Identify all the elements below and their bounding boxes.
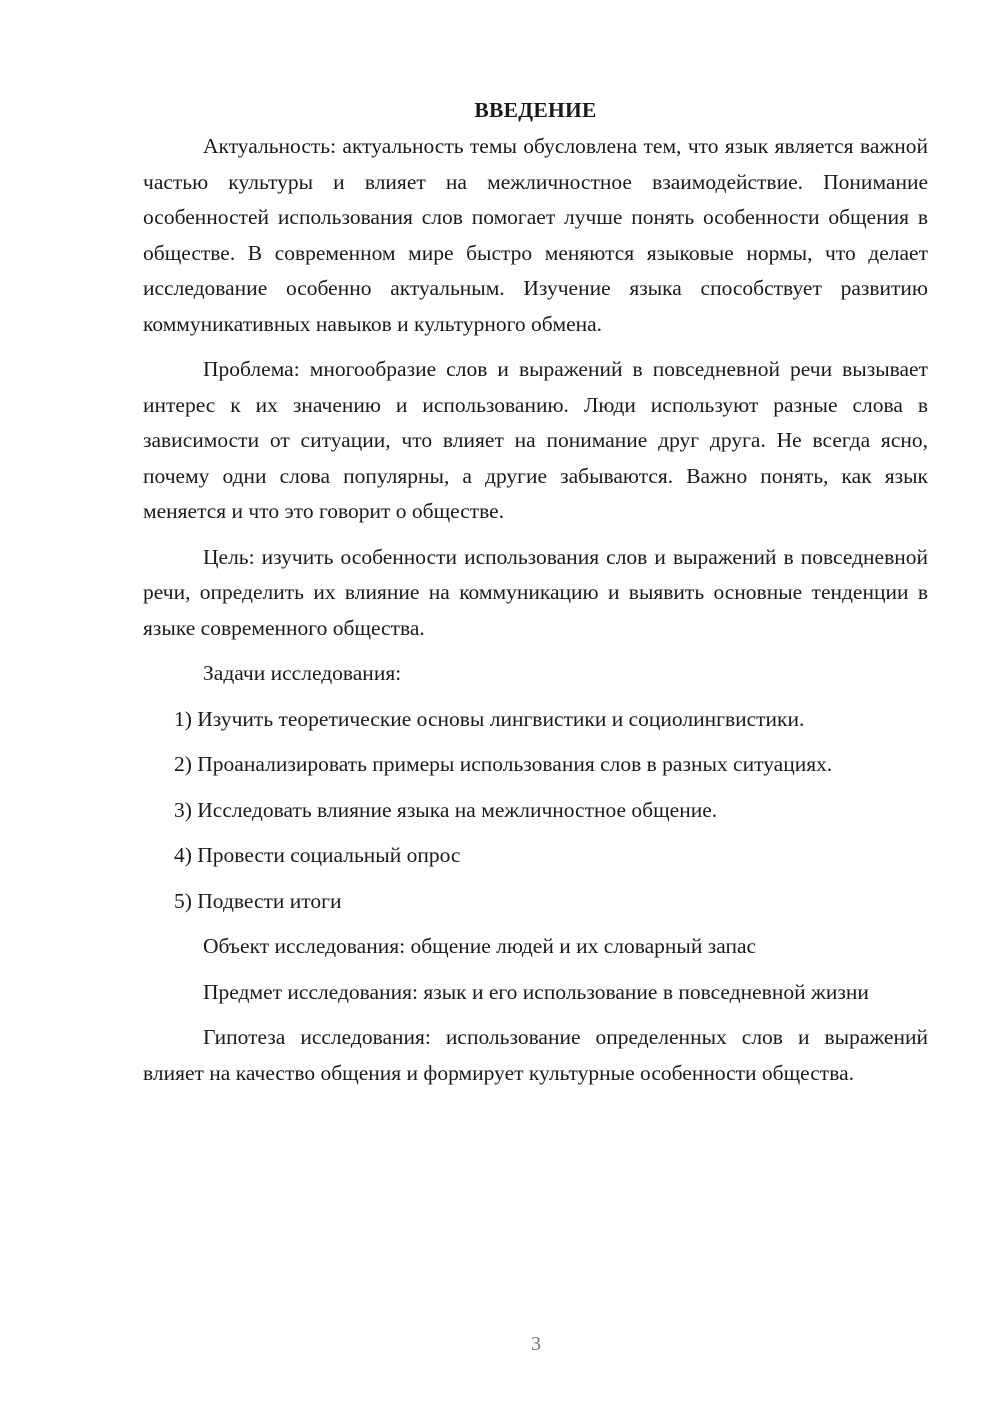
paragraph-relevance: Актуальность: актуальность темы обусловлена тем, что язык является важной частью культуры и влияет на межличностное взаимодействие. Понимание особенностей использования слов помогает лучше понять особенности общения в обществе. В современном мире быстро меняются языковые нормы, что делает исследование особенно актуальным. Изучение языка способствует развитию коммуникативных навыков и культурного обмена. (143, 134, 928, 336)
page-title: ВВЕДЕНИЕ (474, 98, 597, 122)
task-item: 2) Проанализировать примеры использования слов в разных ситуациях. (174, 752, 833, 776)
paragraph-hypothesis: Гипотеза исследования: использование определенных слов и выражений влияет на качество общения и формирует культурные особенности общества. (143, 1025, 928, 1085)
paragraph-problem: Проблема: многообразие слов и выражений в повседневной речи вызывает интерес к их значению и использованию. Люди используют разные слова в зависимости от ситуации, что влияет на понимание друг друга. Не всегда ясно, почему одни слова популярны, а другие забываются. Важно понять, как язык меняется и что это говорит о обществе. (143, 357, 928, 523)
task-item: 1) Изучить теоретические основы лингвистики и социолингвистики. (174, 706, 805, 731)
page-content (143, 92, 928, 1101)
paragraph-object: Объект исследования: общение людей и их словарный запас (203, 934, 757, 958)
paragraph-goal: Цель: изучить особенности использования слов и выражений в повседневной речи, определить их влияние на коммуникацию и выявить основные тенденции в языке современного общества. (143, 544, 928, 640)
task-item: 5) Подвести итоги (174, 888, 342, 913)
task-item: 4) Провести социальный опрос (174, 843, 461, 867)
paragraph-subject: Предмет исследования: язык и его использование в повседневной жизни (203, 979, 869, 1004)
task-item: 3) Исследовать влияние языка на межличностное общение. (174, 797, 718, 822)
tasks-heading: Задачи исследования: (203, 661, 402, 685)
page-number: 3 (531, 1333, 541, 1355)
